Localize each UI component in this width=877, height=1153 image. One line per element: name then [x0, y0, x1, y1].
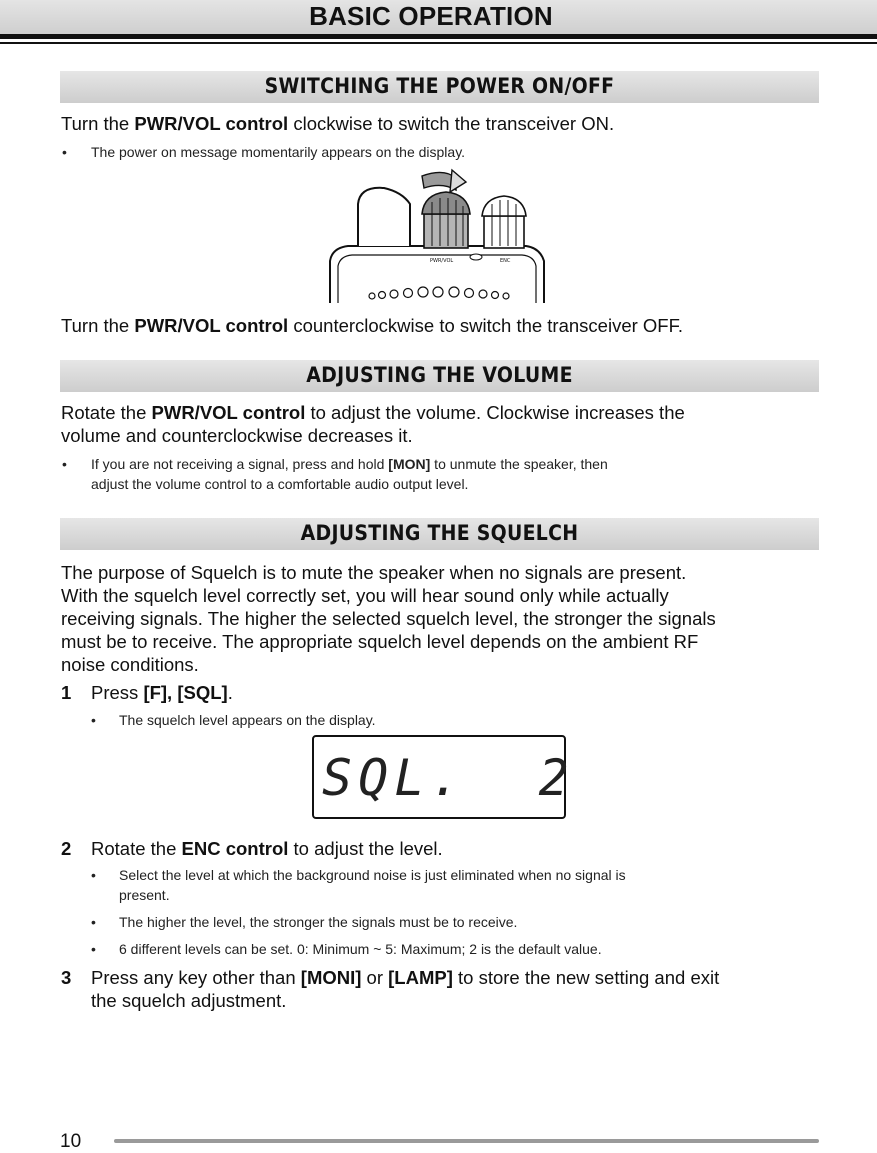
pwr-vol-label: PWR/VOL	[430, 258, 454, 264]
squelch-intro-line3: receiving signals. The higher the selected squelch level, the stronger the signals	[61, 608, 716, 629]
section-volume-header	[60, 360, 819, 392]
lcd-display-text: SQL. 2	[322, 749, 575, 807]
squelch-intro-line4: must be to receive. The appropriate squelch level depends on the ambient RF	[61, 631, 699, 652]
squelch-intro-line2: With the squelch level correctly set, you will hear sound only while actually	[61, 585, 669, 606]
section-squelch-title: ADJUSTING THE SQUELCH	[300, 521, 579, 545]
volume-instruction-line2: volume and counterclockwise decreases it.	[61, 425, 413, 446]
section-volume-title: ADJUSTING THE VOLUME	[306, 363, 573, 387]
section-squelch-header	[60, 518, 819, 550]
enc-knob	[482, 196, 526, 248]
section-power-title: SWITCHING THE POWER ON/OFF	[264, 74, 615, 98]
page-number: 10	[60, 1131, 82, 1152]
power-on-instruction: Turn the PWR/VOL control clockwise to switch the transceiver ON.	[61, 113, 615, 134]
radio-top-illustration	[326, 166, 550, 304]
header-rule-thin	[0, 42, 877, 44]
squelch-intro-line1: The purpose of Squelch is to mute the speaker when no signals are present.	[61, 562, 687, 583]
enc-label: ENC	[500, 258, 511, 264]
page-title: BASIC OPERATION	[309, 1, 553, 31]
clockwise-arrow-icon	[422, 170, 466, 192]
volume-bullet-cont: adjust the volume control to a comfortable audio output level.	[91, 476, 469, 492]
squelch-intro-line5: noise conditions.	[61, 654, 199, 675]
header-rule-thick	[0, 34, 877, 39]
pwr-vol-knob	[422, 192, 470, 248]
power-off-instruction: Turn the PWR/VOL control counterclockwise to switch the transceiver OFF.	[61, 315, 683, 336]
footer-rule	[114, 1139, 819, 1143]
volume-instruction-line1: Rotate the PWR/VOL control to adjust the volume. Clockwise increases the	[61, 402, 685, 423]
step-2-bullet-1-cont: present.	[119, 887, 170, 903]
section-power-header	[60, 71, 819, 103]
lcd-display	[312, 735, 575, 819]
